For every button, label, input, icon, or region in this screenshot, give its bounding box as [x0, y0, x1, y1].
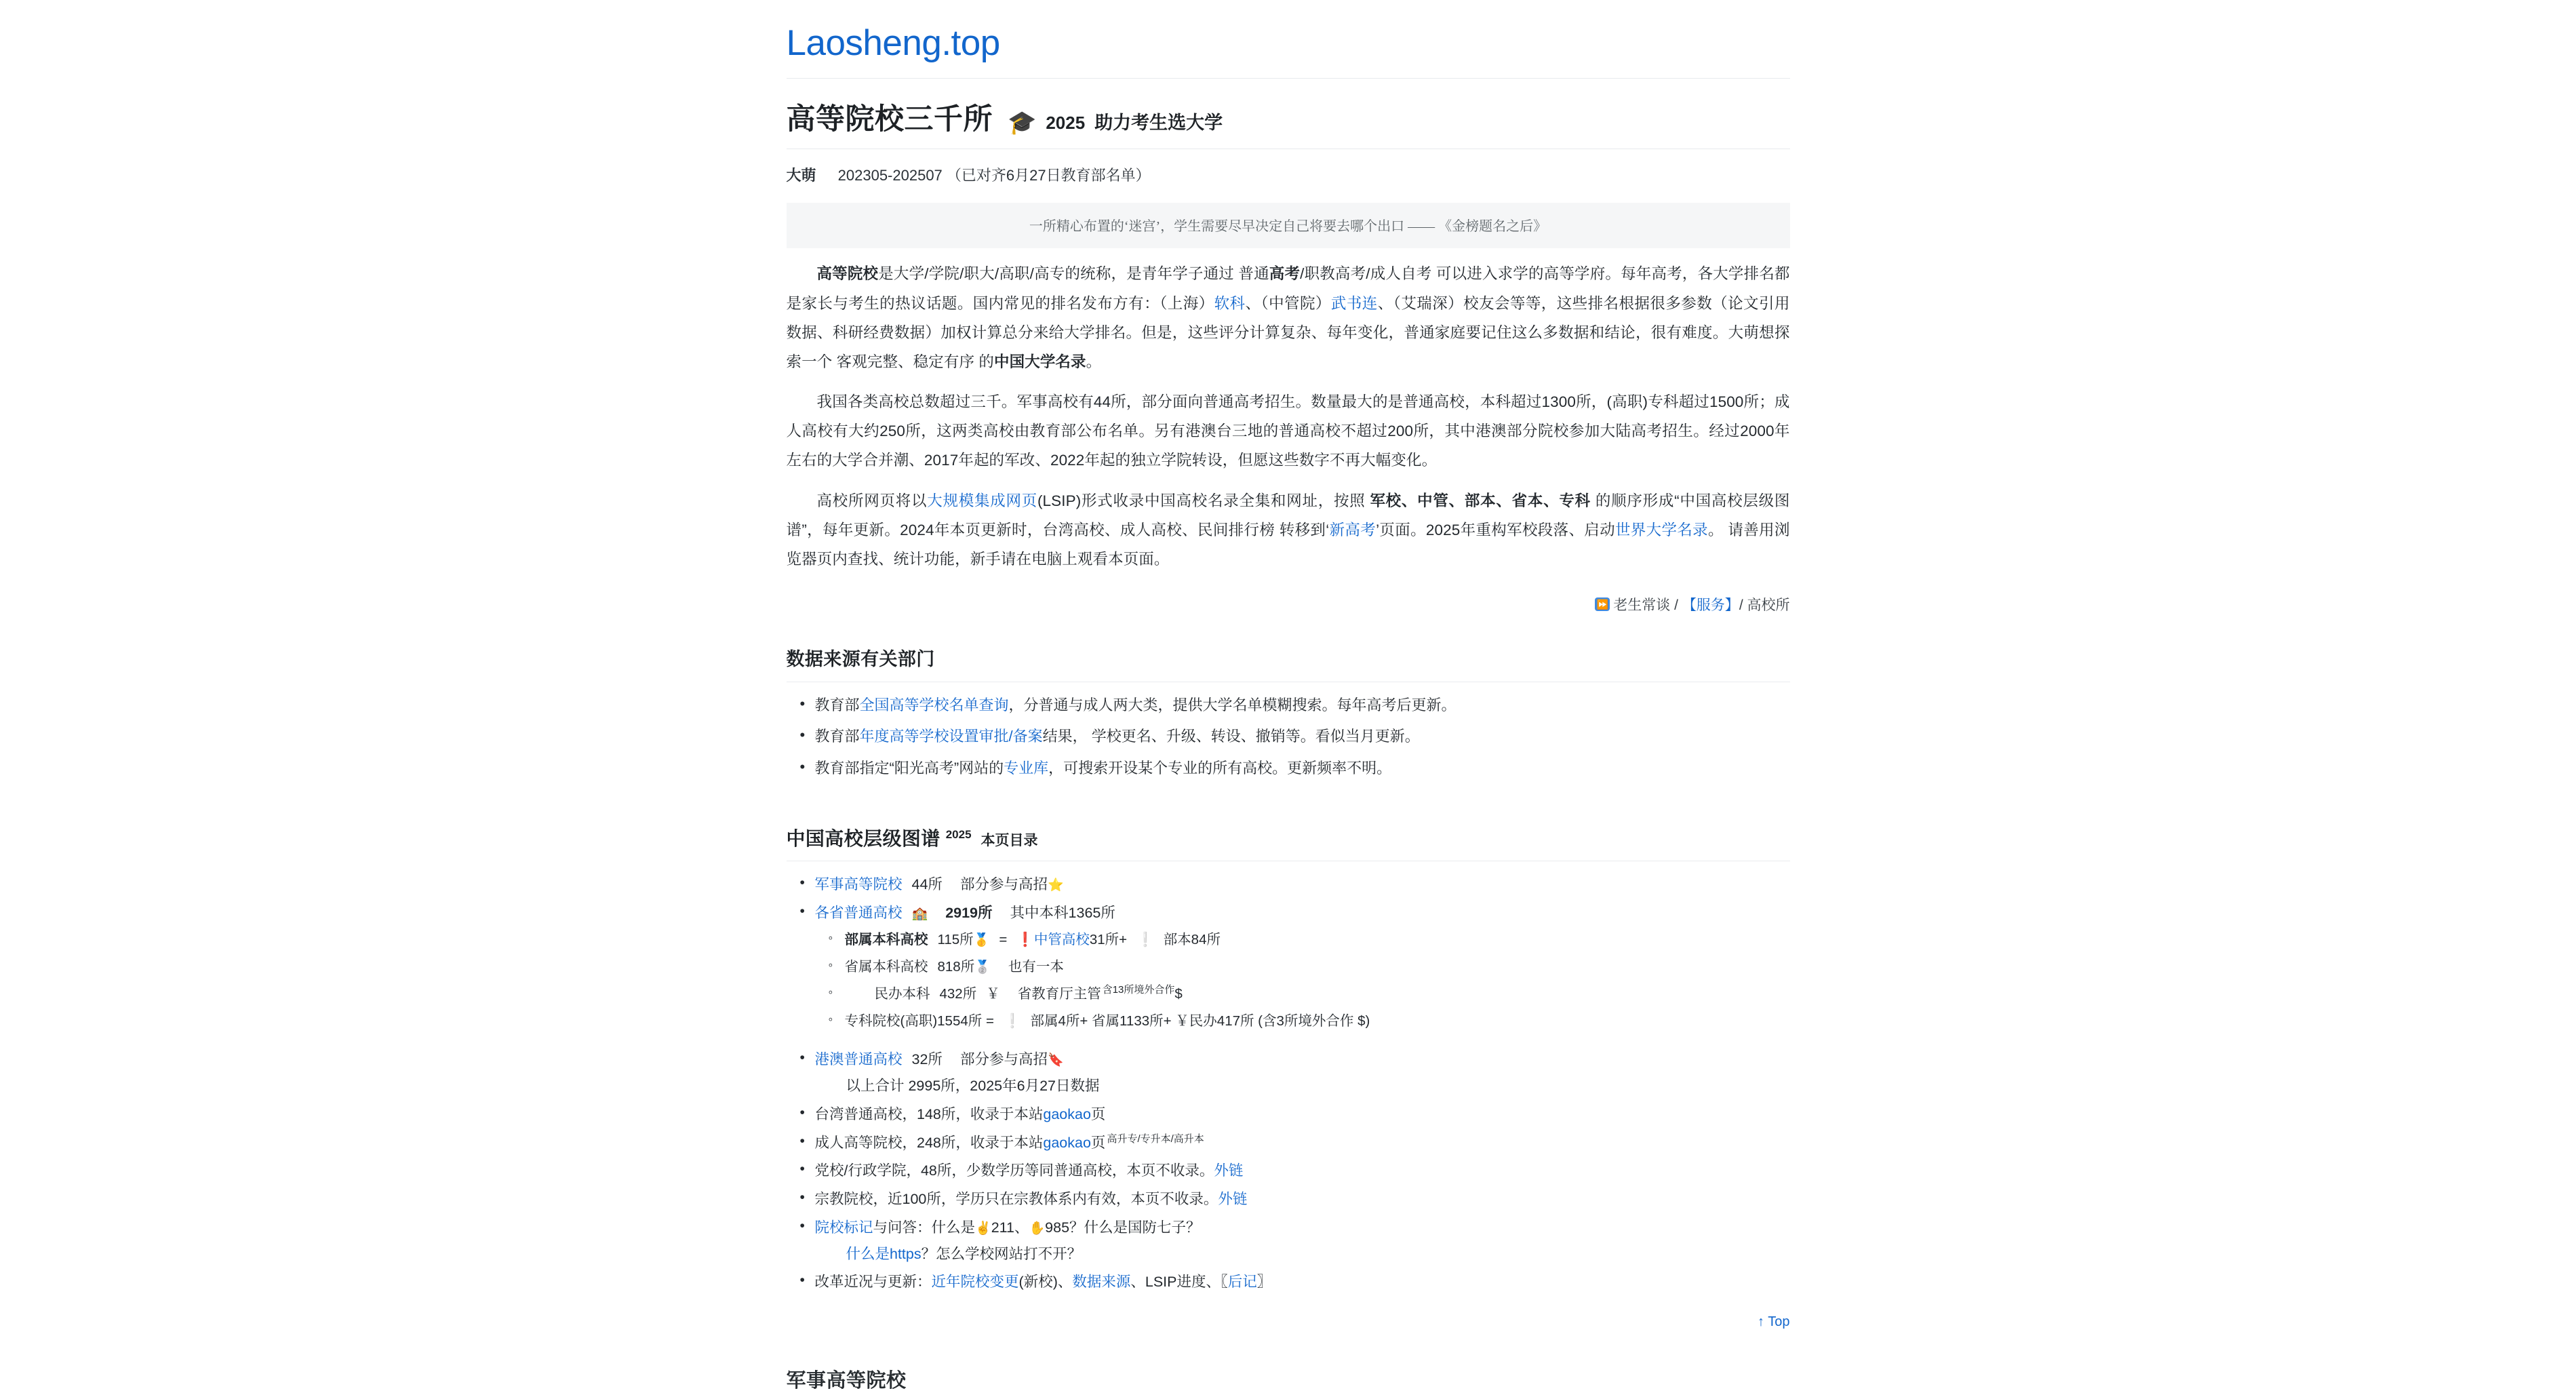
source-3-pre: 教育部指定“阳光高考”网站的 [814, 759, 1004, 777]
ministry-link-count: 31所+ [1089, 932, 1128, 948]
reform-mid-1: (新校)、 [1018, 1274, 1073, 1291]
source-3-post: ，可搜索开设某个专业的所有高校。更新频率不明。 [1048, 759, 1392, 777]
toc-subitem-province-undergrad [845, 959, 1790, 986]
star-icon: ⭐ [1047, 878, 1064, 892]
military-count: 44所 [911, 876, 943, 892]
epigraph-quote: 一所精心布置的‘迷宫’，学生需要尽早决定自己将要去哪个出口 —— 《金榜题名之后》 [787, 203, 1790, 248]
link-what-is-https[interactable]: 什么是https [846, 1245, 922, 1262]
link-annual-approval-filing[interactable]: 年度高等学校设置审批/备案 [859, 728, 1043, 745]
back-to-top-link[interactable]: ↑ Top [1758, 1314, 1790, 1330]
silver-medal-icon: 🥈 [974, 960, 991, 975]
intro-paragraph-1 [787, 259, 1790, 376]
list-item [815, 760, 1790, 791]
link-national-school-query[interactable]: 全国高等学校名单查询 [859, 696, 1009, 714]
private-label: 民办本科 [874, 986, 930, 1002]
intro-paragraph-2: 我国各类高校总数超过三千。军事高校有44所，部分面向普通高考招生。数量最大的是普通高校，本科超过1300所，(高职)专科超过1500所；成人高校有大约250所，这两类高校由教育部公布名单。另有港澳台三地的普通高校不超过200所，其中港澳部分院校参加大陆高考招生。经过2000年左右的大学合并潮、2017年起的军改、2022年起的独立学院转设，但愿这些数字不再大幅变化。 [786, 393, 1790, 469]
toc-list [787, 876, 1790, 1302]
vocational-tail: 部属4所+ 省属1133所+ ￥民办417所 (含3所境外合作 $) [1030, 1013, 1370, 1029]
p3-seg1: 高校所网页将以 [816, 492, 928, 509]
link-external-religion[interactable]: 外链 [1218, 1191, 1248, 1208]
link-gaokao-adult[interactable]: gaokao [1043, 1134, 1091, 1151]
adult-pre: 成人高等院校，248所，收录于本站 [814, 1134, 1044, 1151]
adult-post: 页 [1090, 1134, 1106, 1151]
breadcrumb-sep-2: / [1739, 597, 1743, 614]
reform-mid-2: 、LSIP进度、 [1130, 1274, 1221, 1291]
p1-seg3: 高考 [1269, 265, 1301, 283]
toc-heading-main: 中国高校层级图谱 [786, 827, 940, 849]
school-icon: 🏫 [911, 906, 928, 921]
exclamation-red-icon: ❗ [1016, 932, 1034, 948]
toc-item-reform [815, 1274, 1790, 1302]
p1-seg1: 高等院校 [816, 265, 879, 283]
link-postscript[interactable]: 后记 [1227, 1274, 1257, 1291]
content-wrapper [787, 0, 1790, 1393]
p1-seg7: 中国大学名录 [994, 353, 1086, 370]
toc-heading [787, 824, 1790, 861]
fast-forward-icon: ⏩ [1595, 597, 1610, 611]
province-ben-label: 省属本科高校 [844, 959, 928, 975]
toc-subitem-vocational [845, 1013, 1790, 1040]
ministry-count: 115所 [937, 932, 974, 948]
vocational-text: 专科院校(高职)1554所 = [844, 1013, 994, 1029]
private-sup-note: 含13所境外合作 [1102, 984, 1175, 996]
taiwan-pre: 台湾普通高校，148所，收录于本站 [814, 1105, 1044, 1122]
toc-item-military [815, 876, 1790, 905]
p1-seg5: 、（中管院） [1245, 294, 1331, 312]
p3-seg2: (LSIP)形式收录中国高校名录全集和网址，按照 [1037, 492, 1370, 509]
link-world-university-list[interactable]: 世界大学名录 [1614, 521, 1708, 538]
source-1-post: ，分普通与成人两大类，提供大学名单模糊搜索。每年高考后更新。 [1008, 696, 1457, 714]
raised-hand-icon: ✋ [1029, 1221, 1046, 1236]
reform-bracket-open: 〖 [1221, 1274, 1228, 1291]
reform-bracket-close: 〗 [1256, 1274, 1272, 1291]
breadcrumb [787, 585, 1790, 614]
toc-heading-year: 2025 [945, 827, 972, 841]
taiwan-post: 页 [1090, 1105, 1106, 1122]
marks-text-2: 211、 [991, 1219, 1029, 1236]
source-2-post: 结果， 学校更名、升级、转设、撤销等。看似当月更新。 [1042, 728, 1420, 745]
exclamation-grey-icon: ❕ [1136, 932, 1154, 948]
breadcrumb-item-services[interactable]: 【服务】 [1682, 597, 1739, 614]
link-recent-changes[interactable]: 近年院校变更 [931, 1274, 1019, 1291]
link-wushulian[interactable]: 武书连 [1330, 294, 1378, 312]
marks-second-line [815, 1236, 1790, 1263]
toc-sublist [815, 932, 1790, 1040]
toc-item-party-school [815, 1162, 1790, 1191]
link-central-managed[interactable]: 中管高校 [1033, 932, 1090, 948]
byline [787, 149, 1790, 203]
link-data-sources[interactable]: 数据来源 [1072, 1274, 1131, 1291]
link-external-party[interactable]: 外链 [1214, 1162, 1244, 1179]
p3-seg5: ’页面。2025年重构军校段落、启动 [1376, 521, 1615, 538]
toc-item-taiwan [815, 1106, 1790, 1135]
p1-seg4: /职教高考/成人自考 可以进入求学的高等学府。每年高考，各大学排名都是家长与考生的热议话题。国内常见的排名发布方有：（上海） [786, 265, 1790, 312]
ministry-tail: 部本84所 [1163, 932, 1221, 948]
ministry-equals: = [999, 932, 1008, 948]
sources-heading: 数据来源有关部门 [787, 644, 1790, 682]
dollar-icon: $ [1174, 986, 1183, 1002]
marks-text-3: 985？什么是国防七子？ [1045, 1219, 1201, 1236]
toc-subitem-private [845, 986, 1790, 1013]
party-pre: 党校/行政学院，48所，少数学历等同普通高校，本页不收录。 [814, 1162, 1214, 1179]
toc-item-provincial [815, 905, 1790, 1052]
hkmacau-note: 部分参与高招 [959, 1051, 1048, 1068]
provincial-count: 2919所 [945, 904, 993, 921]
page-title-main: 高等院校三千所 [786, 103, 993, 136]
province-ben-note: 也有一本 [1008, 959, 1064, 975]
adult-sup-note: 高升专/专升本/高升本 [1107, 1133, 1204, 1145]
p1-seg2: 是大学/学院/职大/高职/高专的统称，是青年学子通过 普通 [878, 265, 1269, 283]
toc-item-marks [815, 1219, 1790, 1274]
yen-icon: ￥ [986, 986, 1000, 1002]
byline-note: （已对齐6月27日教育部名单） [946, 167, 1151, 184]
gold-medal-icon: 🥇 [973, 933, 990, 948]
p1-seg8: 。 [1086, 353, 1102, 370]
private-count: 432所 [939, 986, 977, 1002]
link-school-marks[interactable]: 院校标记 [814, 1219, 873, 1236]
link-ruanke[interactable]: 软科 [1214, 294, 1246, 312]
toc-subtotal: 以上合计 2995所，2025年6月27日数据 [846, 1078, 1100, 1095]
breadcrumb-sep-1: / [1674, 597, 1678, 614]
intro-paragraph-3 [787, 486, 1790, 574]
breadcrumb-item-1: 老生常谈 [1613, 597, 1671, 614]
toc-item-adult [815, 1135, 1790, 1163]
ministry-label: 部属本科高校 [844, 932, 928, 948]
breadcrumb-item-current: 高校所 [1747, 597, 1790, 614]
private-note: 省教育厅主管 [1017, 986, 1101, 1002]
graduation-cap-icon: 🎓 [1008, 110, 1037, 136]
site-title[interactable]: Laosheng.top [786, 23, 1000, 63]
link-provincial-colleges[interactable]: 各省普通高校 [814, 904, 903, 921]
provincial-note: 其中本科1365所 [1010, 904, 1115, 921]
province-ben-count: 818所 [937, 959, 975, 975]
p1-seg6: 、（艾瑞深）校友会等等，这些排名根据很多参数（论文引用数据、科研经费数据）加权计算总分来给大学排名。但是，这些评分计算复杂、每年变化，普通家庭要记住这么多数据和结论，很有难度。大萌想探索一个 客观完整、稳定有序 的 [786, 294, 1790, 370]
exclamation-grey-icon: ❕ [1003, 1013, 1021, 1029]
toc-item-religion [815, 1191, 1790, 1219]
sources-list [787, 697, 1790, 791]
link-hk-macau-colleges[interactable]: 港澳普通高校 [814, 1051, 903, 1068]
link-xingaokao[interactable]: 新高考 [1329, 521, 1376, 538]
marks-text-1: 与问答：什么是 [873, 1219, 976, 1236]
page-title [787, 79, 1790, 149]
back-to-top [787, 1302, 1790, 1330]
list-item [815, 728, 1790, 760]
byline-author: 大萌 [786, 167, 816, 184]
link-military-colleges[interactable]: 军事高等院校 [814, 876, 903, 892]
p3-seg4: 的顺序形成“中国高校层级图谱”，每年更新。2024年本页更新时，台湾高校、成人高校、民间排行榜 转移到‘ [786, 492, 1790, 538]
p3-seg3: 军校、中管、部本、省本、专科 [1370, 492, 1591, 509]
toc-item-hk-macau [815, 1051, 1790, 1106]
section-heading-military: 军事高等院校 [786, 1370, 907, 1392]
list-item [815, 697, 1790, 728]
page-title-year: 2025 [1046, 113, 1086, 134]
page-subtitle: 助力考生选大学 [1094, 113, 1223, 134]
toc-subitem-ministry [845, 932, 1790, 959]
toc-heading-sub: 本页目录 [980, 832, 1038, 848]
byline-dates: 202305-202507 [837, 167, 943, 184]
p3-seg6: 。 请善用浏览器页内查找、统计功能，新手请在电脑上观看本页面。 [786, 521, 1790, 568]
link-lsip[interactable]: 大规模集成网页 [927, 492, 1037, 509]
source-1-pre: 教育部 [814, 696, 860, 714]
link-gaokao-taiwan[interactable]: gaokao [1043, 1105, 1091, 1122]
bookmark-icon: 🔖 [1047, 1053, 1064, 1068]
victory-hand-icon: ✌️ [975, 1221, 991, 1236]
religion-pre: 宗教院校，近100所，学历只在宗教体系内有效，本页不收录。 [814, 1191, 1218, 1208]
source-2-pre: 教育部 [814, 728, 860, 745]
link-major-library[interactable]: 专业库 [1004, 759, 1049, 777]
marks-line2-post: ？怎么学校网站打不开？ [921, 1245, 1082, 1262]
hkmacau-count: 32所 [911, 1051, 943, 1068]
military-note: 部分参与高招 [959, 876, 1048, 892]
reform-pre: 改革近况与更新： [814, 1274, 932, 1291]
